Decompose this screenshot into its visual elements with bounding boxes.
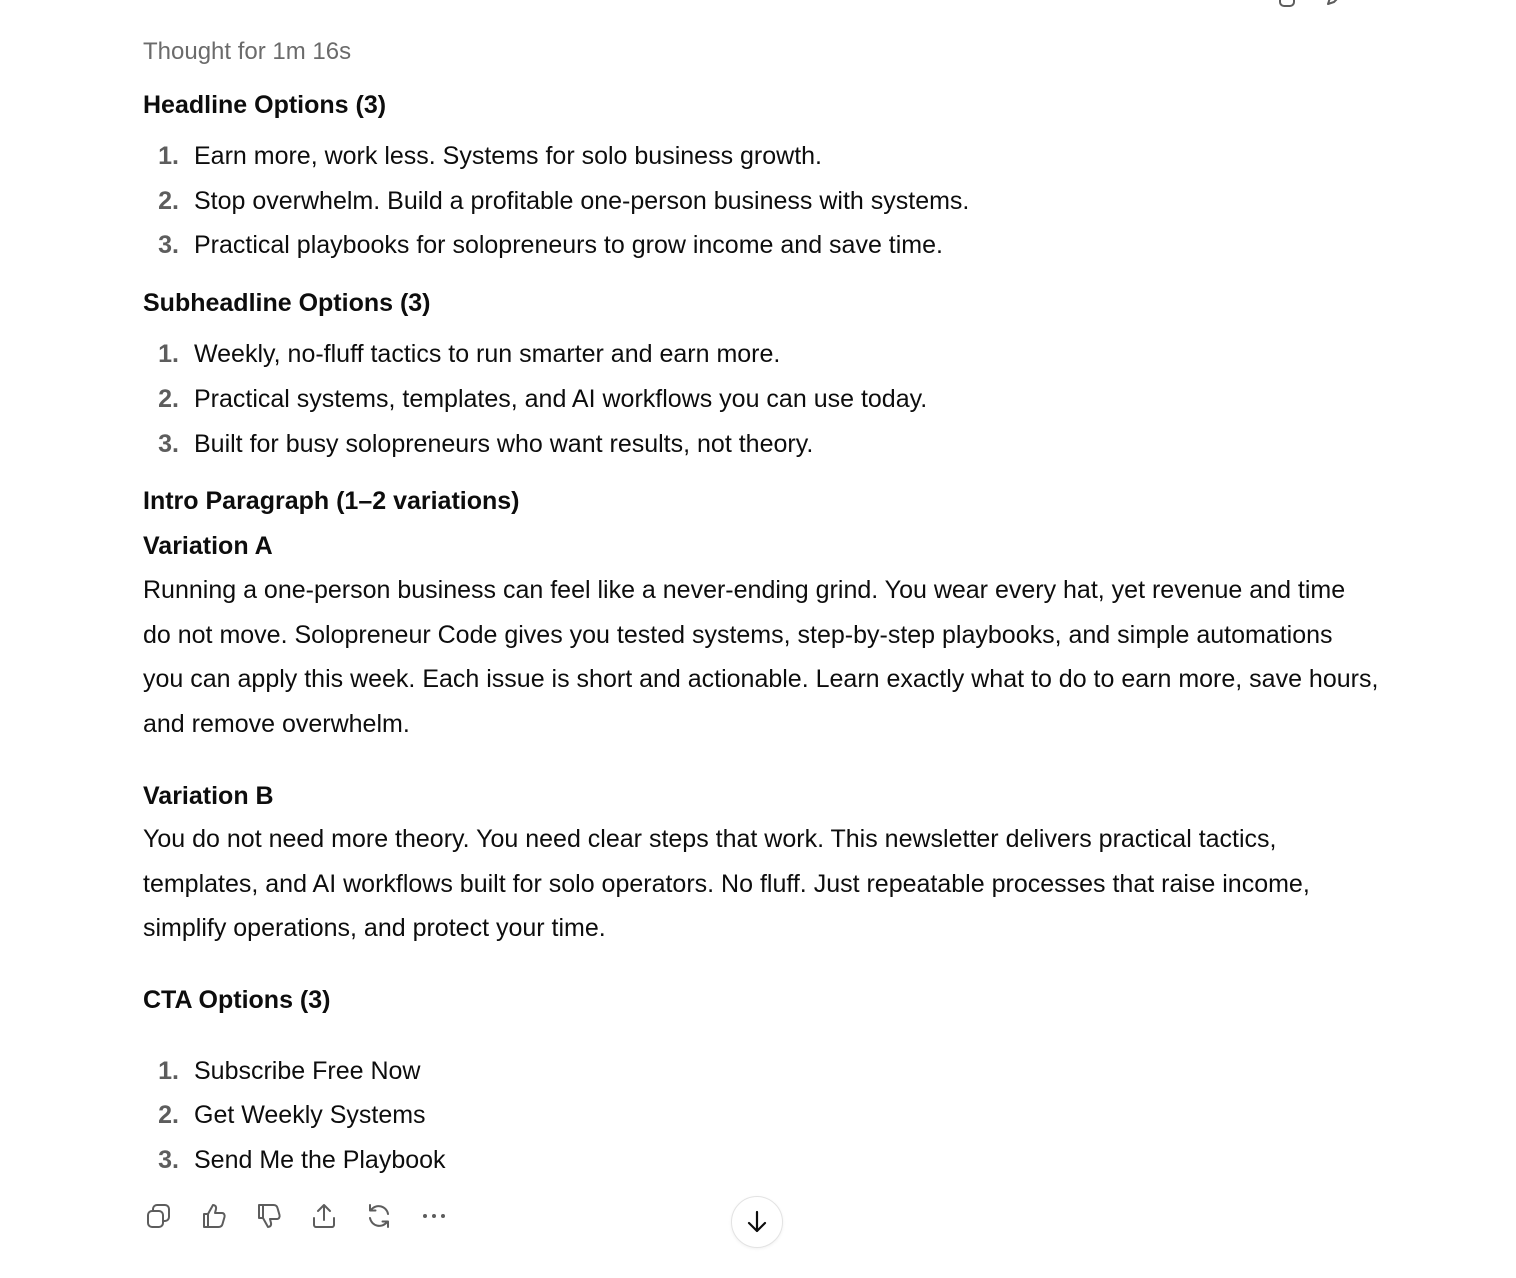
regenerate-icon xyxy=(364,1201,394,1231)
good-response-button[interactable] xyxy=(198,1200,230,1232)
list-item xyxy=(143,383,927,415)
list-number: 3. xyxy=(158,430,179,458)
list-number: 1. xyxy=(158,142,179,170)
list-item-text: Weekly, no-fluff tactics to run smarter and earn more. xyxy=(194,340,781,368)
thought-toggle[interactable]: Thought for 1m 16s xyxy=(143,38,352,65)
list-item xyxy=(143,338,780,370)
list-number: 2. xyxy=(158,187,179,215)
list-item xyxy=(143,185,969,217)
list-number: 1. xyxy=(158,1057,179,1085)
list-item xyxy=(143,229,943,261)
copy-icon[interactable] xyxy=(1276,0,1298,8)
list-item-text: Practical systems, templates, and AI workflows you can use today. xyxy=(194,385,928,413)
list-item xyxy=(143,1099,426,1131)
list-number: 2. xyxy=(158,1101,179,1129)
more-actions-button[interactable] xyxy=(418,1200,450,1232)
list-item-text: Practical playbooks for solopreneurs to grow income and save time. xyxy=(194,231,943,259)
list-item-text: Earn more, work less. Systems for solo business growth. xyxy=(194,142,823,170)
copy-button[interactable] xyxy=(143,1200,175,1232)
arrow-down-icon xyxy=(744,1209,770,1235)
list-item xyxy=(143,428,813,460)
variation-a-heading: Variation A xyxy=(143,532,273,560)
list-item-text: Built for busy solopreneurs who want results, not theory. xyxy=(194,430,814,458)
edit-icon[interactable] xyxy=(1324,0,1346,8)
copy-icon xyxy=(144,1201,174,1231)
bad-response-button[interactable] xyxy=(253,1200,285,1232)
list-number: 3. xyxy=(158,231,179,259)
top-message-actions xyxy=(1276,0,1346,8)
cta-options-heading: CTA Options (3) xyxy=(143,986,331,1014)
list-number: 1. xyxy=(158,340,179,368)
variation-b-paragraph: You do not need more theory. You need clear steps that work. This newsletter delivers practical tactics, templates, and AI workflows built for solo operators. No fluff. Just repeatable processes that raise income, simplify operations, and protect your time. xyxy=(143,825,1310,943)
more-icon xyxy=(419,1201,449,1231)
list-number: 2. xyxy=(158,385,179,413)
thumbs-up-icon xyxy=(199,1201,229,1231)
share-button[interactable] xyxy=(308,1200,340,1232)
list-item-text: Get Weekly Systems xyxy=(194,1101,426,1129)
variation-a-paragraph: Running a one-person business can feel like a never-ending grind. You wear every hat, yet revenue and time do not move. Solopreneur Code gives you tested systems, step-by-step playbooks, and simple automations you can apply this week. Each issue is short and actionable. Learn exactly what to do to earn more, save hours, and remove overwhelm. xyxy=(143,576,1379,739)
list-item-text: Stop overwhelm. Build a profitable one-person business with systems. xyxy=(194,187,970,215)
headline-options-heading: Headline Options (3) xyxy=(143,91,387,119)
list-number: 3. xyxy=(158,1146,179,1174)
scroll-to-bottom-button[interactable] xyxy=(731,1196,783,1248)
thumbs-down-icon xyxy=(254,1201,284,1231)
list-item xyxy=(143,1144,446,1176)
list-item-text: Subscribe Free Now xyxy=(194,1057,421,1085)
share-icon xyxy=(309,1201,339,1231)
subheadline-options-heading: Subheadline Options (3) xyxy=(143,289,431,317)
list-item xyxy=(143,1055,420,1087)
list-item-text: Send Me the Playbook xyxy=(194,1146,446,1174)
message-action-bar xyxy=(143,1200,450,1232)
list-item xyxy=(143,140,822,172)
regenerate-button[interactable] xyxy=(363,1200,395,1232)
variation-b-heading: Variation B xyxy=(143,782,274,810)
intro-paragraph-heading: Intro Paragraph (1–2 variations) xyxy=(143,487,520,515)
